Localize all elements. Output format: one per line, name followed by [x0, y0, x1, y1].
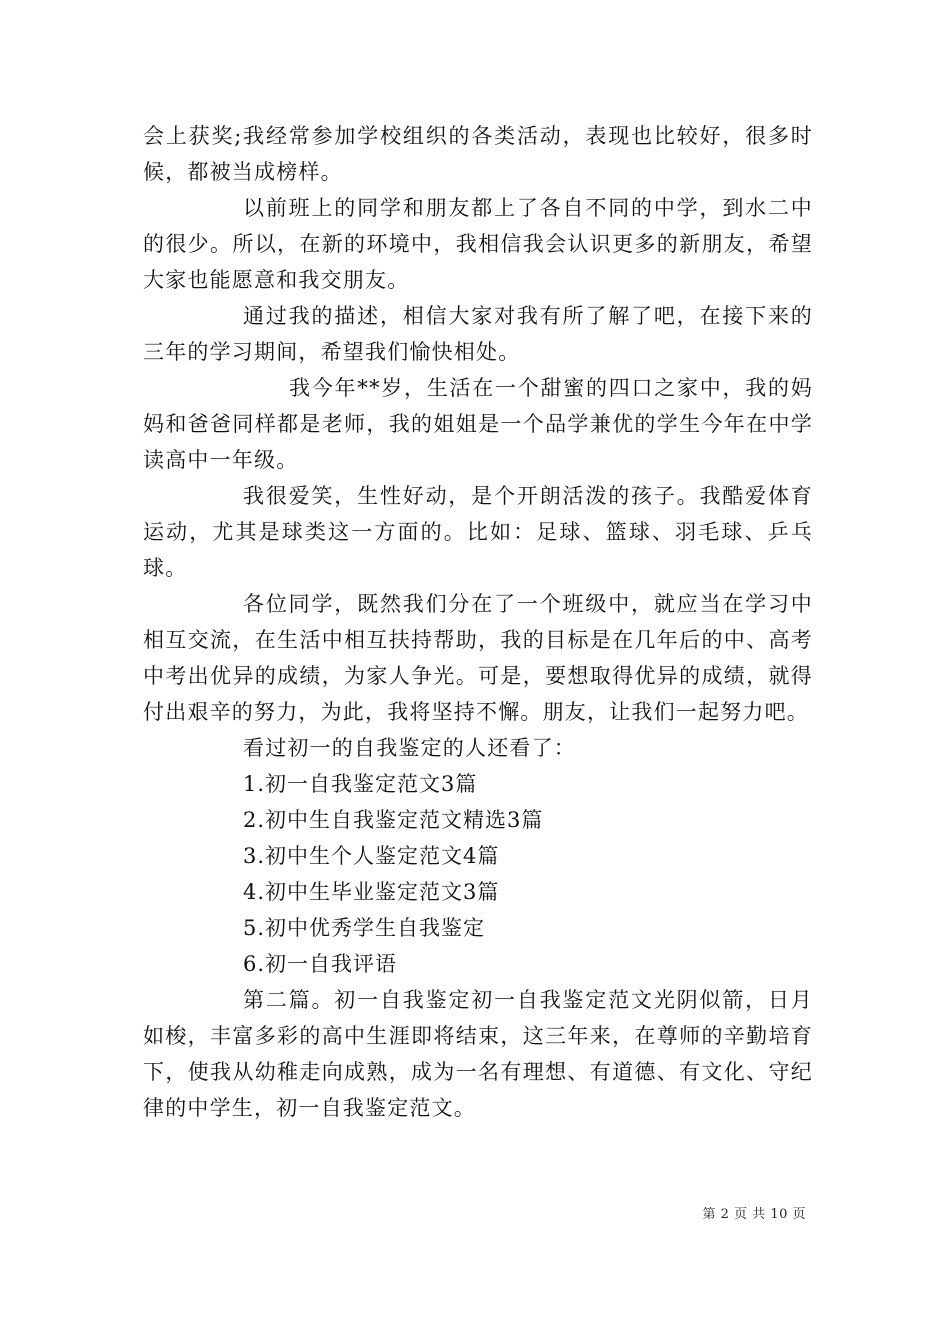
related-link[interactable]: 3.初中生个人鉴定范文4篇	[243, 844, 500, 868]
paragraph-awards: 会上获奖;我经常参加学校组织的各类活动，表现也比较好，很多时候，都被当成榜样。	[143, 124, 813, 184]
paragraph-goals: 各位同学，既然我们分在了一个班级中，就应当在学习中相互交流，在生活中相互扶持帮助，我的目标是在几年后的中、高考中考出优异的成绩，为家人争光。可是，要想取得优异的成绩，就得付出艰辛的努力，为此，我将坚持不懈。朋友，让我们一起努力吧。	[143, 592, 813, 724]
related-links-list	[143, 766, 813, 982]
related-link[interactable]: 2.初中生自我鉴定范文精选3篇	[243, 808, 544, 832]
related-heading: 看过初一的自我鉴定的人还看了：	[243, 736, 576, 760]
related-link[interactable]: 1.初一自我鉴定范文3篇	[243, 772, 478, 796]
related-link[interactable]: 5.初中优秀学生自我鉴定	[243, 916, 486, 940]
paragraph-family: 我今年**岁，生活在一个甜蜜的四口之家中，我的妈妈和爸爸同样都是老师，我的姐姐是一个品学兼优的学生今年在中学读高中一年级。	[143, 376, 813, 472]
paragraph-hobbies: 我很爱笑，生性好动，是个开朗活泼的孩子。我酷爱体育运动，尤其是球类这一方面的。比如：足球、篮球、羽毛球、乒乓球。	[143, 484, 813, 580]
related-link[interactable]: 6.初一自我评语	[243, 952, 398, 976]
paragraph-introduction: 通过我的描述，相信大家对我有所了解了吧，在接下来的三年的学习期间，希望我们愉快相处。	[143, 304, 813, 364]
document-body	[143, 118, 813, 1126]
page-number: 第 2 页 共 10 页	[702, 1207, 806, 1222]
paragraph-new-friends: 以前班上的同学和朋友都上了各自不同的中学，到水二中的很少。所以，在新的环境中，我相信我会认识更多的新朋友，希望大家也能愿意和我交朋友。	[143, 196, 813, 292]
paragraph-second-article: 第二篇。初一自我鉴定初一自我鉴定范文光阴似箭，日月如梭，丰富多彩的高中生涯即将结束，这三年来，在尊师的辛勤培育下，使我从幼稚走向成熟，成为一名有理想、有道德、有文化、守纪律的中学生，初一自我鉴定范文。	[143, 988, 813, 1120]
related-link[interactable]: 4.初中生毕业鉴定范文3篇	[243, 880, 500, 904]
